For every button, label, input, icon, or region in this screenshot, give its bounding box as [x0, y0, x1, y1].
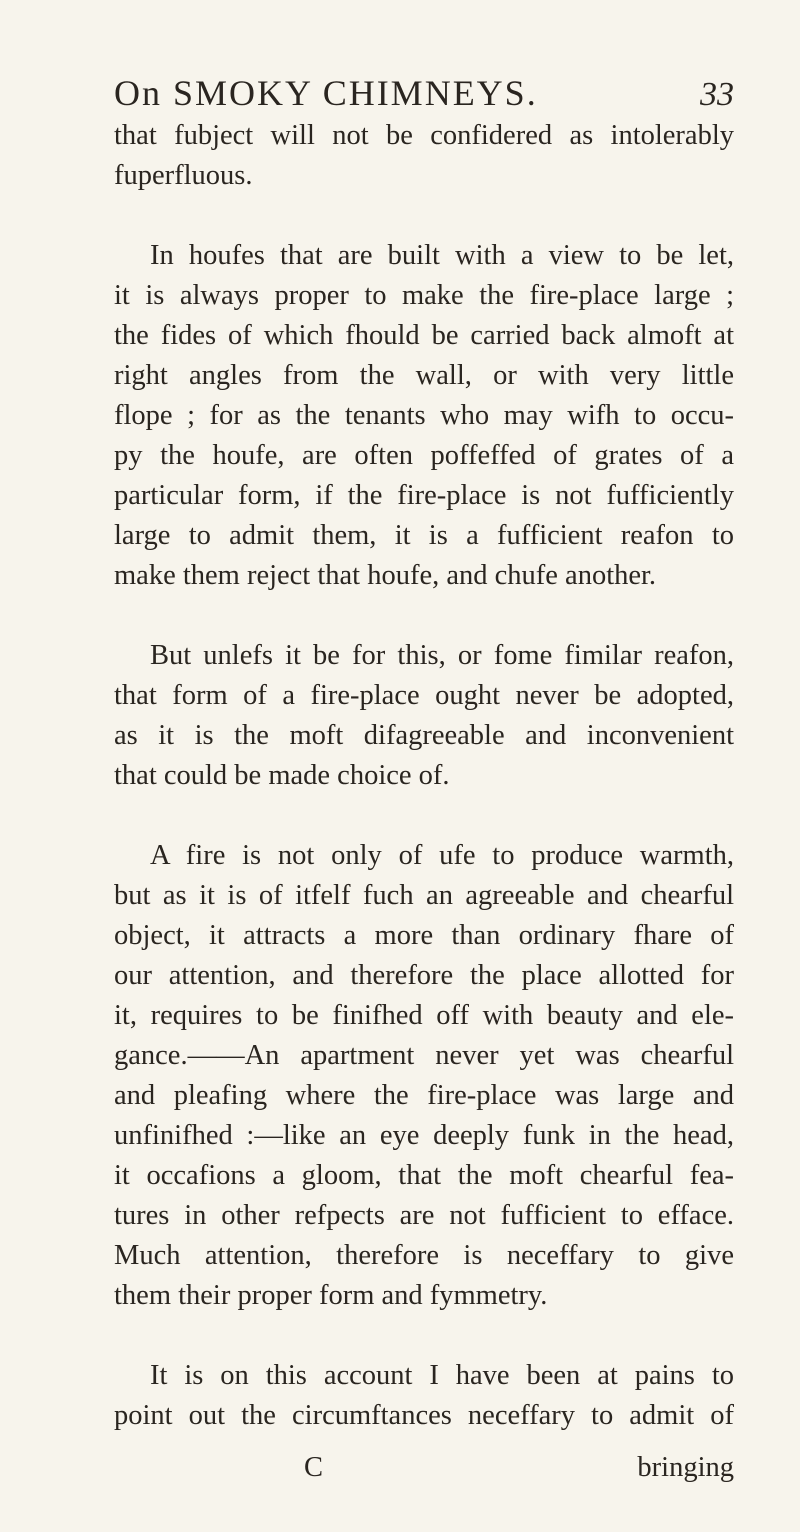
text-line: particular form, if the fire-place is not fufficiently	[114, 480, 734, 511]
text-line: that could be made choice of.	[114, 760, 450, 791]
text-line: Much attention, therefore is neceffary to give	[114, 1240, 734, 1271]
text-line: object, it attracts a more than ordinary fhare of	[114, 920, 734, 951]
text-line: that fubject will not be confidered as intolerably	[114, 120, 734, 151]
text-line: flope ; for as the tenants who may wifh to occu-	[114, 400, 734, 431]
signature-mark: C	[304, 1452, 324, 1483]
text-line: But unlefs it be for this, or fome fimilar reafon,	[150, 640, 734, 671]
running-title: On SMOKY CHIMNEYS.	[114, 73, 538, 113]
text-line: as it is the moft difagreeable and inconvenient	[114, 720, 734, 751]
text-line: large to admit them, it is a fufficient reafon to	[114, 520, 734, 551]
text-line: it is always proper to make the fire-place large ;	[114, 280, 734, 311]
text-line: point out the circumftances neceffary to admit of	[114, 1400, 734, 1431]
text-line: it occafions a gloom, that the moft chearful fea-	[114, 1160, 734, 1191]
paragraph	[114, 116, 734, 196]
text-line: and pleafing where the fire-place was large and	[114, 1080, 734, 1111]
text-line: that form of a fire-place ought never be adopted,	[114, 680, 734, 711]
text-line: the fides of which fhould be carried back almoft at	[114, 320, 734, 351]
page-footer	[114, 1452, 734, 1492]
text-line: A fire is not only of ufe to produce warmth,	[150, 840, 734, 871]
text-line: tures in other refpects are not fufficient to efface.	[114, 1200, 734, 1231]
text-line: right angles from the wall, or with very little	[114, 360, 734, 391]
text-line: gance.——An apartment never yet was chearful	[114, 1040, 734, 1071]
text-line: It is on this account I have been at pains to	[150, 1360, 734, 1391]
text-line: py the houfe, are often poffeffed of grates of a	[114, 440, 734, 471]
text-line: them their proper form and fymmetry.	[114, 1280, 548, 1311]
text-line: it, requires to be finifhed off with beauty and ele-	[114, 1000, 734, 1031]
paragraph	[114, 236, 734, 596]
text-line: make them reject that houfe, and chufe another.	[114, 560, 657, 591]
text-line: but as it is of itfelf fuch an agreeable and chearful	[114, 880, 734, 911]
text-line: In houfes that are built with a view to be let,	[150, 240, 734, 271]
body-text	[114, 116, 734, 1436]
text-line: fuperfluous.	[114, 160, 253, 191]
paragraph	[114, 636, 734, 796]
text-line: unfinifhed :—like an eye deeply funk in the head,	[114, 1120, 734, 1151]
paragraph	[114, 836, 734, 1316]
page-number: 33	[700, 76, 734, 113]
paragraph	[114, 1356, 734, 1436]
catchword: bringing	[637, 1452, 734, 1483]
text-line: our attention, and therefore the place allotted for	[114, 960, 734, 991]
